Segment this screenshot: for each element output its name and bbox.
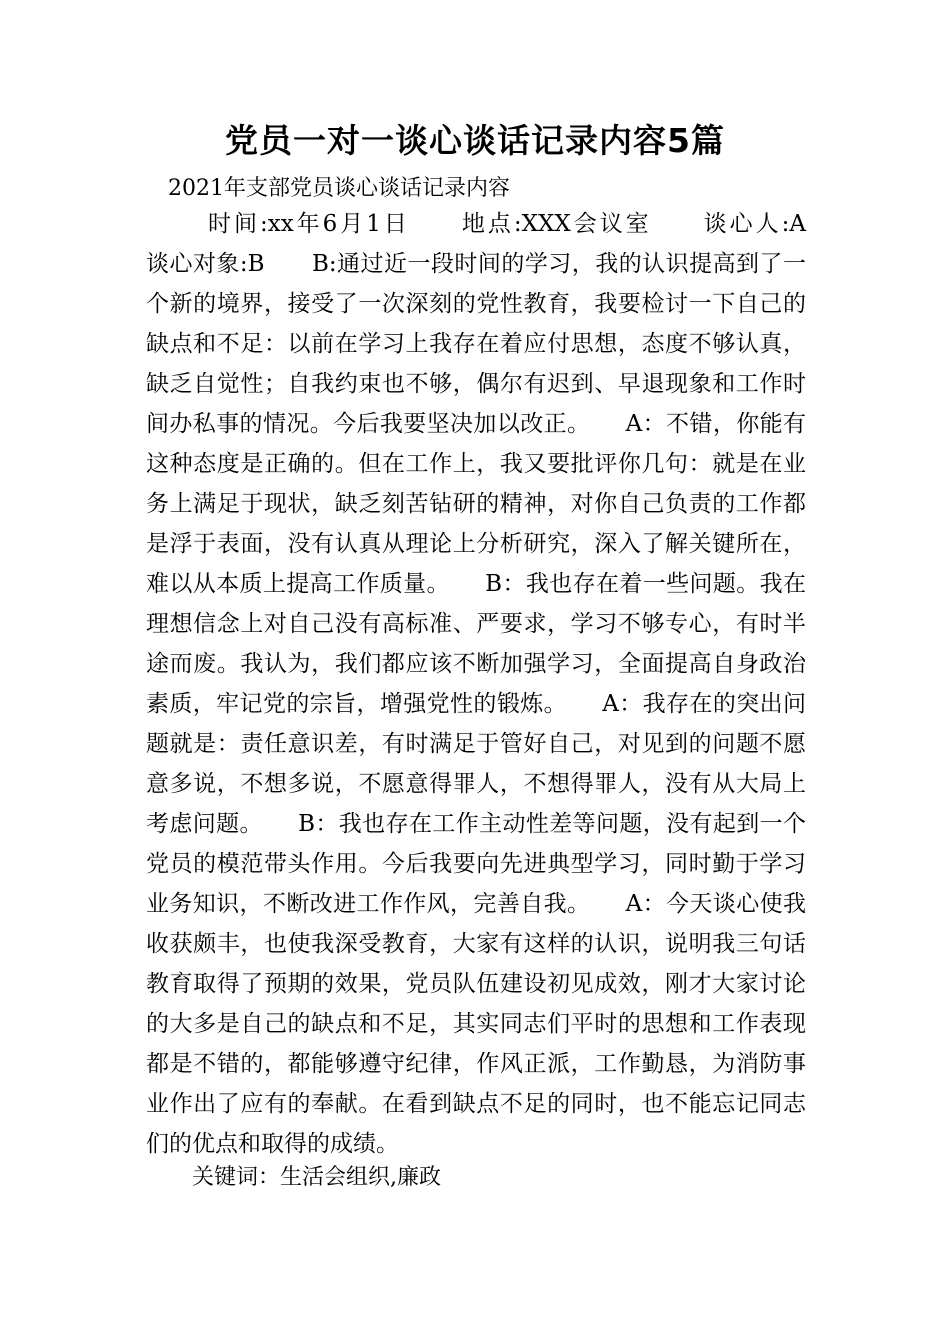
document-subtitle: 2021年支部党员谈心谈话记录内容 [168, 176, 510, 201]
document-title: 党员一对一谈心谈话记录内容5篇 [225, 121, 725, 160]
keywords-line: 关键词：生活会组织,廉政 [192, 1165, 441, 1190]
document-body: 时间:xx年6月1日 地点:XXX会议室 谈心人:A 谈心对象:B B:通过近一段时间的学习，我的认识提高到了一个新的境界，接受了一次深刻的党性教育，我要检讨一下自己的缺点和不足：以前在学习上我存在着应付思想，态度不够认真，缺乏自觉性；自我约束也不够，偶尔有迟到、早退现象和工作时间办私事的情况。今后我要坚决加以改正。 A：不错，你能有这种态度是正确的。但在工作上，我又要批评你几句：就是在业务上满足于现状，缺乏刻苦钻研的精神，对你自己负责的工作都是浮于表面，没有认真从理论上分析研究，深入了解关键所在，难以从本质上提高工作质量。 B：我也存在着一些问题。我在理想信念上对自己没有高标准、严要求，学习不够专心，有时半途而废。我认为，我们都应该不断加强学习，全面提高自身政治素质，牢记党的宗旨，增强党性的锻炼。 A：我存在的突出问题就是：责任意识差，有时满足于管好自己，对见到的问题不愿意多说，不想多说，不愿意得罪人，不想得罪人，没有从大局上考虑问题。 B：我也存在工作主动性差等问题，没有起到一个党员的模范带头作用。今后我要向先进典型学习，同时勤于学习业务知识，不断改进工作作风，完善自我。 A：今天谈心使我收获颇丰，也使我深受教育，大家有这样的认识，说明我三句话教育取得了预期的效果，党员队伍建设初见成效，刚才大家讨论的大多是自己的缺点和不足，其实同志们平时的思想和工作表现都是不错的，都能够遵守纪律，作风正派，工作勤恳，为消防事业作出了应有的奉献。在看到缺点不足的同时，也不能忘记同志们的优点和取得的成绩。 [146, 211, 852, 1157]
